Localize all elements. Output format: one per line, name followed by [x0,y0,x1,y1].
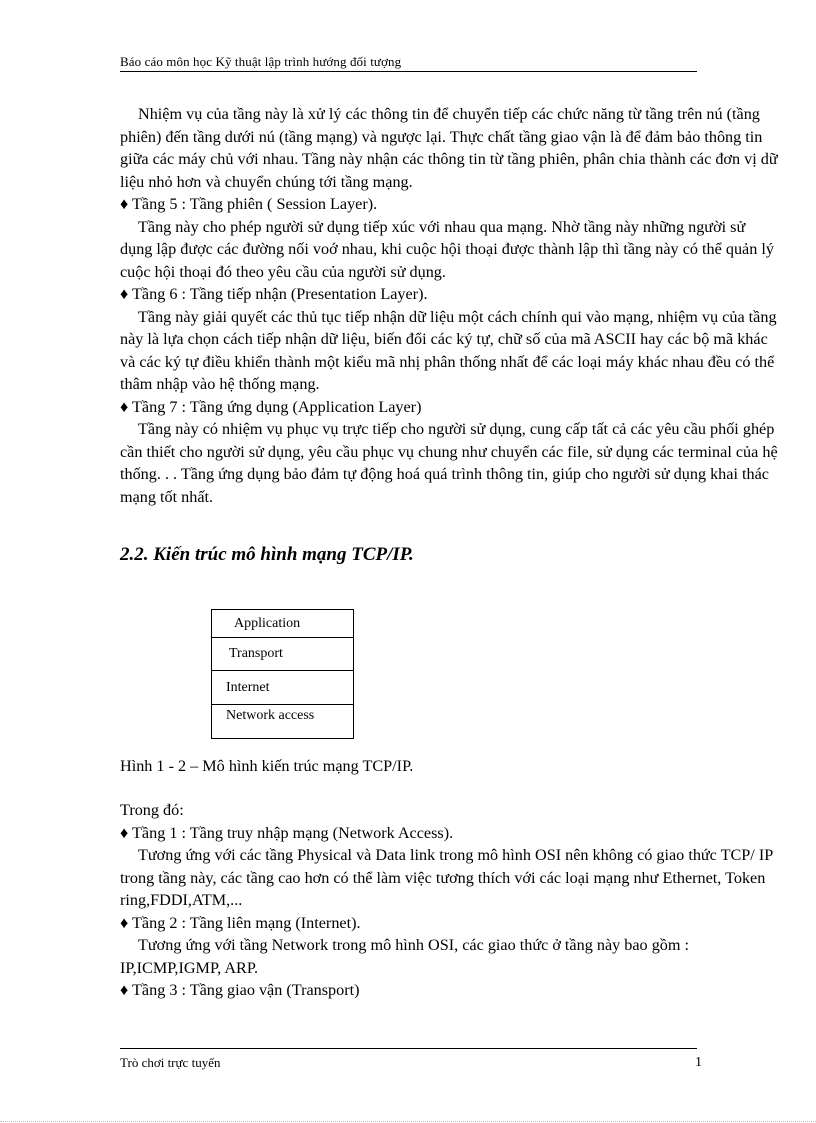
diamond-bullet-icon: ♦ [120,981,129,999]
tcpip-layer-3-title: ♦ Tầng 3 : Tầng giao vận (Transport) [120,981,360,999]
layer-internet: Internet [212,671,353,705]
page-number: 1 [695,1055,702,1070]
osi-layer-6-title: ♦ Tầng 6 : Tầng tiếp nhận (Presentation Layer). [120,285,428,303]
tcpip-layer-1-title: ♦ Tầng 1 : Tầng truy nhập mạng (Network Access). [120,823,454,842]
page-footer: Trò chơi trực tuyến [120,1055,221,1070]
diamond-bullet-icon: ♦ [120,285,129,303]
intro-paragraph: Nhiệm vụ của tầng này là xử lý các thông tin để chuyển tiếp các chức năng từ tầng trên nú (tầng phiên) đến tầng dưới nú (tầng mạng) và ngược lại. Thực chất tầng giao vận là để đảm bảo thông tin giữa các máy chủ với nhau. Tầng này nhận các thông tin từ tầng phiên, phân chia thành các đơn vị dữ liệu nhỏ hơn và chuyển chúng tới tầng mạng. [120,105,778,191]
osi-layer-5-description: Tầng này cho phép người sử dụng tiếp xúc với nhau qua mạng. Nhờ tầng này những người sử dụng lập được các đường nối voớ nhau, khi cuộc hội thoại được thành lập thì tầng này có thể quản lý cuộc hội thoại đó theo yêu cầu của người sử dụng. [120,217,774,281]
tcpip-layer-1-description: Tương ứng với các tầng Physical và Data link trong mô hình OSI nên không có giao thức TCP/ IP trong tầng này, các tầng cao hơn có thể làm việc tương thích với các loại mạng như Ethernet, Token ring,FDDI,ATM,... [120,846,773,909]
tcpip-layer-2-description: Tương ứng với tầng Network trong mô hình OSI, các giao thức ở tầng này bao gồm : IP,ICMP,IGMP, ARP. [120,936,690,977]
figure-caption: Hình 1 - 2 – Mô hình kiến trúc mạng TCP/IP. [120,757,414,775]
diamond-bullet-icon: ♦ [120,397,129,416]
details-intro: Trong đó: [120,801,184,819]
document-body [120,103,780,508]
layer-application: Application [212,610,353,638]
layer-network-access: Network access [212,705,353,739]
footer-divider [120,1048,697,1049]
details-body [120,799,780,1002]
page-edge-divider [0,1121,816,1122]
layer-transport: Transport [212,638,353,671]
osi-layer-5-title: ♦ Tầng 5 : Tầng phiên ( Session Layer). [120,195,378,213]
diamond-bullet-icon: ♦ [120,913,129,932]
osi-layer-7-description: Tầng này có nhiệm vụ phục vụ trực tiếp cho người sử dụng, cung cấp tất cả các yêu cầu phối ghép cần thiết cho người sử dụng, yêu cầu phục vụ chung như chuyển các file, sử dụng các terminal của hệ thống. . . Tầng ứng dụng bảo đảm tự động hoá quá trình thông tin, giúp cho người sử dụng khai thác mạng tốt nhất. [120,420,778,506]
diamond-bullet-icon: ♦ [120,823,129,842]
diamond-bullet-icon: ♦ [120,195,129,213]
tcpip-layer-diagram [211,609,354,739]
header-divider [120,71,697,72]
section-heading: 2.2. Kiến trúc mô hình mạng TCP/IP. [120,544,414,565]
osi-layer-6-description: Tầng này giải quyết các thủ tục tiếp nhận dữ liệu một cách chính qui vào mạng, nhiệm vụ của tầng này là lựa chọn cách tiếp nhận dữ liệu, biến đổi các ký tự, chữ số của mã ASCII hay các bộ mã khác và các ký tự điều khiển thành một kiểu mã nhị phân thống nhất để các loại máy khác nhau đều có thể thâm nhập vào hệ thống mạng. [120,307,777,393]
page-header: Báo cáo môn học Kỹ thuật lập trình hướng đối tượng [120,54,402,69]
tcpip-layer-2-title: ♦ Tầng 2 : Tầng liên mạng (Internet). [120,913,361,932]
osi-layer-7-title: ♦ Tầng 7 : Tầng ứng dụng (Application Layer) [120,397,422,416]
